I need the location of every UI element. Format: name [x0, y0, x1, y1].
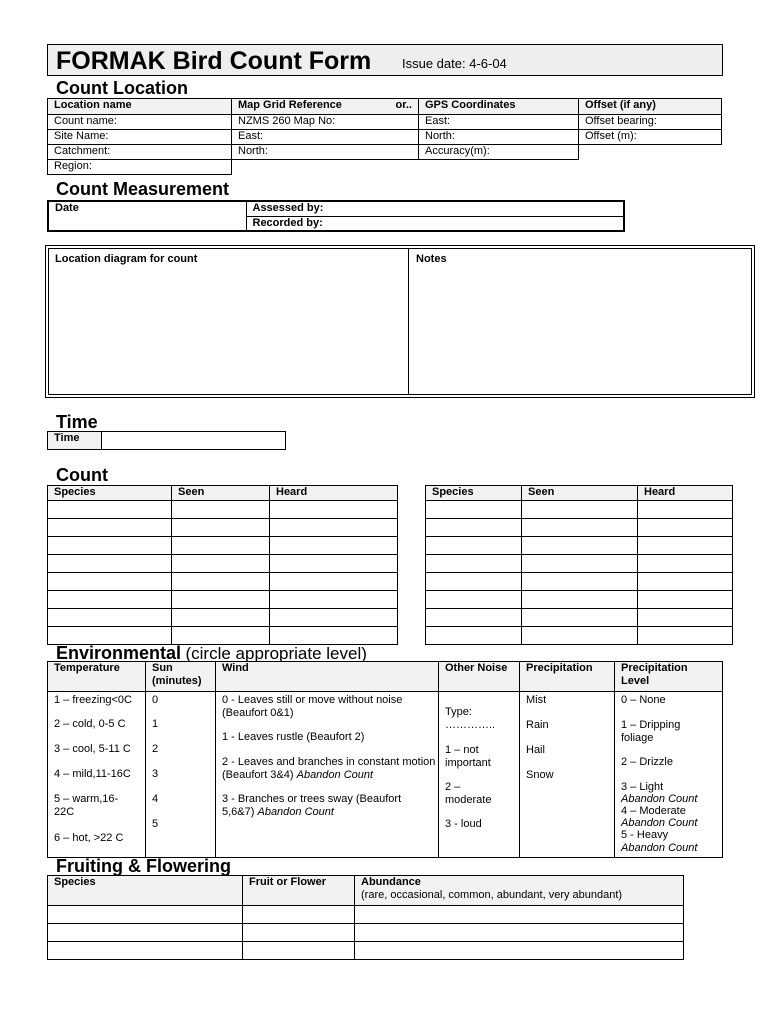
- gps-header: GPS Coordinates: [419, 99, 579, 115]
- title-bar: [47, 44, 723, 76]
- count-measurement-heading: Count Measurement: [56, 179, 230, 199]
- sun-option[interactable]: 5: [152, 818, 159, 830]
- map-grid-or: or..: [395, 99, 412, 111]
- precip-level-option[interactable]: 4 – Moderate: [621, 805, 686, 817]
- environmental-note: (circle appropriate level): [185, 644, 367, 663]
- table-row[interactable]: [48, 501, 398, 519]
- location-name-header: Location name: [48, 99, 232, 115]
- abundance-header: [355, 876, 684, 906]
- catchment-field[interactable]: Catchment:: [48, 145, 232, 160]
- abundance-note: (rare, occasional, common, abundant, very abundant): [361, 889, 623, 901]
- notes-label: Notes: [416, 253, 447, 265]
- table-row[interactable]: [426, 555, 733, 573]
- table-row[interactable]: [426, 519, 733, 537]
- count-measurement-table: [47, 200, 625, 232]
- count-species-header: Species: [48, 486, 172, 501]
- notes-area[interactable]: [410, 249, 751, 394]
- fruiting-species-header: Species: [48, 876, 243, 906]
- temp-option[interactable]: 5 – warm,16-22C: [54, 793, 119, 818]
- sun-option[interactable]: 2: [152, 743, 159, 755]
- sun-option[interactable]: 4: [152, 793, 159, 805]
- table-row[interactable]: [426, 501, 733, 519]
- time-heading: Time: [56, 412, 98, 432]
- gps-east-field[interactable]: East:: [419, 115, 579, 130]
- date-field[interactable]: Date: [48, 201, 246, 231]
- offset-m-field[interactable]: Offset (m):: [579, 130, 722, 145]
- precip-level-option[interactable]: 0 – None: [621, 694, 666, 706]
- site-name-field[interactable]: Site Name:: [48, 130, 232, 145]
- temp-option[interactable]: 3 – cool, 5-11 C: [54, 743, 131, 755]
- count-seen-header: Seen: [172, 486, 270, 501]
- temperature-header: Temperature: [48, 662, 146, 692]
- table-row[interactable]: [48, 573, 398, 591]
- table-row[interactable]: [48, 942, 684, 960]
- fruiting-table: [47, 875, 684, 960]
- gps-north-field[interactable]: North:: [419, 130, 579, 145]
- temp-option[interactable]: 1 – freezing<0C: [54, 694, 132, 706]
- noise-option[interactable]: 3 - loud: [445, 818, 482, 830]
- table-row[interactable]: [48, 555, 398, 573]
- wind-option[interactable]: 0 - Leaves still or move without noise (Beaufort 0&1): [222, 694, 403, 719]
- map-east-field[interactable]: East:: [232, 130, 419, 145]
- precip-option[interactable]: Mist: [526, 694, 547, 706]
- precip-option[interactable]: Rain: [526, 719, 549, 731]
- table-row[interactable]: [48, 906, 684, 924]
- count-name-field[interactable]: Count name:: [48, 115, 232, 130]
- offset-header: Offset (if any): [579, 99, 722, 115]
- table-row[interactable]: [48, 609, 398, 627]
- time-label: Time: [48, 432, 102, 450]
- table-row[interactable]: [48, 924, 684, 942]
- abundance-label: Abundance: [361, 876, 421, 888]
- abandon-count-note: Abandon Count: [621, 817, 698, 829]
- wind-header: Wind: [216, 662, 439, 692]
- temperature-options: [48, 692, 146, 858]
- map-grid-header: [232, 99, 419, 115]
- table-row[interactable]: [426, 537, 733, 555]
- abandon-count-note: Abandon Count: [621, 793, 698, 805]
- precip-level-option[interactable]: 3 – Light: [621, 781, 664, 793]
- abandon-count-note: Abandon Count: [296, 769, 374, 781]
- fruit-or-flower-header: Fruit or Flower: [243, 876, 355, 906]
- precipitation-level-header: Precipitation Level: [615, 662, 723, 692]
- sun-option[interactable]: 1: [152, 718, 159, 730]
- offset-bearing-field[interactable]: Offset bearing:: [579, 115, 722, 130]
- environmental-heading: Environmental: [56, 643, 182, 663]
- precip-level-option[interactable]: 5 - Heavy: [621, 829, 669, 841]
- fruiting-heading: Fruiting & Flowering: [56, 856, 231, 876]
- map-no-field[interactable]: NZMS 260 Map No:: [232, 115, 419, 130]
- region-field[interactable]: Region:: [48, 160, 232, 175]
- noise-type-label: Type:: [445, 706, 472, 718]
- temp-option[interactable]: 6 – hot, >22 C: [54, 832, 124, 844]
- count-table-right: [425, 485, 733, 645]
- table-row[interactable]: [48, 627, 398, 645]
- table-row[interactable]: [48, 591, 398, 609]
- noise-type-blank[interactable]: …………..: [445, 719, 496, 731]
- count-location-table: [47, 98, 722, 175]
- count-seen-header-right: Seen: [522, 486, 638, 501]
- table-row[interactable]: [426, 609, 733, 627]
- count-heard-header: Heard: [270, 486, 398, 501]
- gps-accuracy-field[interactable]: Accuracy(m):: [419, 145, 579, 160]
- noise-options: [439, 692, 520, 858]
- count-species-header-right: Species: [426, 486, 522, 501]
- sun-option[interactable]: 3: [152, 768, 159, 780]
- map-grid-label: Map Grid Reference: [238, 99, 342, 111]
- temp-option[interactable]: 4 – mild,11-16C: [54, 768, 131, 780]
- form-title: FORMAK Bird Count Form: [56, 47, 372, 75]
- issue-date: Issue date: 4-6-04: [402, 56, 507, 71]
- location-diagram-label: Location diagram for count: [55, 253, 198, 265]
- count-table-left: [47, 485, 398, 645]
- count-location-heading: Count Location: [56, 78, 188, 98]
- wind-option[interactable]: 1 - Leaves rustle (Beaufort 2): [222, 731, 365, 743]
- temp-option[interactable]: 2 – cold, 0-5 C: [54, 718, 126, 730]
- count-heading: Count: [56, 465, 108, 485]
- abandon-count-note: Abandon Count: [257, 806, 334, 818]
- sun-header: Sun (minutes): [146, 662, 216, 692]
- environmental-table: [47, 661, 723, 858]
- precipitation-options: [520, 692, 615, 858]
- wind-options: [216, 692, 439, 858]
- noise-option[interactable]: 2 – moderate: [445, 781, 492, 806]
- precipitation-level-options: [615, 692, 723, 858]
- map-north-field[interactable]: North:: [232, 145, 419, 160]
- diagram-box: [45, 245, 755, 398]
- sun-options: [146, 692, 216, 858]
- recorded-by-field[interactable]: Recorded by:: [246, 216, 624, 231]
- precip-option[interactable]: Snow: [526, 769, 554, 781]
- precip-level-option[interactable]: 2 – Drizzle: [621, 756, 673, 768]
- abandon-count-note: Abandon Count: [621, 842, 698, 854]
- table-row[interactable]: [48, 519, 398, 537]
- noise-option[interactable]: 1 – not important: [445, 744, 491, 769]
- assessed-by-field[interactable]: Assessed by:: [246, 201, 624, 216]
- wind-option[interactable]: 2 - Leaves and branches in constant motion (Beaufort 3&4) Abandon Count: [222, 756, 436, 781]
- precipitation-header: Precipitation: [520, 662, 615, 692]
- table-row[interactable]: [48, 537, 398, 555]
- precip-option[interactable]: Hail: [526, 744, 545, 756]
- sun-option[interactable]: 0: [152, 694, 159, 706]
- time-table: [47, 431, 286, 450]
- table-row[interactable]: [426, 573, 733, 591]
- table-row[interactable]: [426, 627, 733, 645]
- wind-option[interactable]: 3 - Branches or trees sway (Beaufort 5,6&7) Abandon Count: [222, 793, 402, 818]
- time-input[interactable]: [102, 432, 286, 450]
- precip-level-option[interactable]: 1 – Dripping foliage: [621, 719, 681, 744]
- count-heard-header-right: Heard: [638, 486, 733, 501]
- table-row[interactable]: [426, 591, 733, 609]
- location-diagram-area[interactable]: [49, 249, 409, 394]
- noise-header: Other Noise: [439, 662, 520, 692]
